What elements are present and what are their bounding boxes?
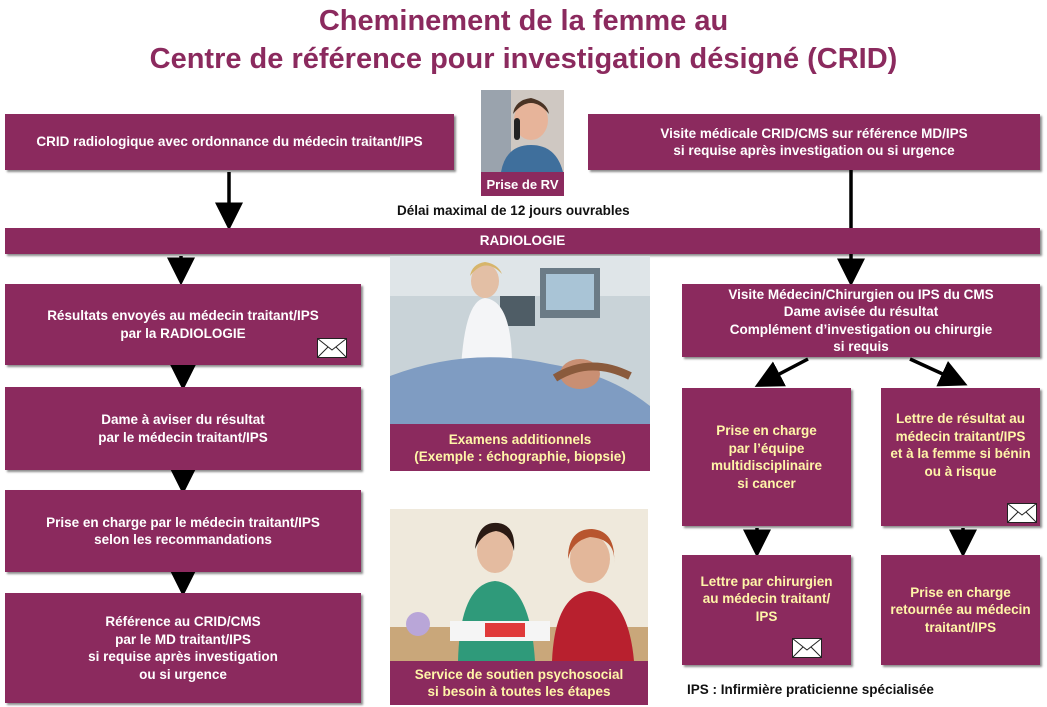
cms-visit-box [682,284,1040,357]
envelope-icon [792,638,822,658]
delay-note-text: Délai maximal de 12 jours ouvrables [397,203,630,218]
notify-woman-text: Dame à aviser du résultat par le médecin traitant/IPS [98,412,268,445]
care-by-physician-text: Prise en charge par le médecin traitant/IPS selon les recommandations [46,514,320,547]
surgeon-letter-text: Lettre par chirurgien au médecin traitant/ IPS [700,573,833,624]
support-caption-box [390,661,648,705]
appointment-caption-text: Prise de RV [486,176,559,192]
ultrasound-exam-image [390,256,650,424]
phone-woman-image [481,90,564,172]
envelope-icon [317,338,347,358]
cms-visit-text: Visite Médecin/Chirurgien ou IPS du CMS Dame avisée du résultat Complément d’investigation ou chirurgie si requis [728,286,994,354]
benign-letter-text: Lettre de résultat au médecin traitant/IPS et à la femme si bénin ou à risque [890,411,1031,479]
care-returned-box [881,555,1040,665]
ips-footnote-text: IPS : Infirmière praticienne spécialisée [687,682,934,697]
delay-note [397,203,630,218]
results-sent-text: Résultats envoyés au médecin traitant/IPS par la RADIOLOGIE [47,308,319,341]
referral-box [5,593,361,703]
psychosocial-support-image [390,509,648,661]
radiologie-bar [5,228,1040,254]
results-sent-box [5,284,361,365]
title-line-1: Cheminement de la femme au [318,5,729,37]
crid-radiology-text: CRID radiologique avec ordonnance du médecin traitant/IPS [36,134,423,150]
arrow-cms-to-benign [910,359,958,381]
ultrasound-photo [390,256,650,424]
medical-visit-text: Visite médicale CRID/CMS sur référence MD/IPS si requise après investigation ou si urgence [660,125,968,158]
radiologie-label: RADIOLOGIE [479,233,566,249]
appointment-caption-box [481,172,564,196]
cancer-care-box [682,388,851,526]
arrow-cms-to-cancer [764,359,808,382]
envelope-icon [1007,503,1037,523]
medical-visit-box [588,114,1040,170]
notify-woman-box [5,387,361,470]
support-caption-text: Service de soutien psychosocial si besoin à toutes les étapes [414,667,624,699]
exams-caption-box [390,424,650,471]
cancer-care-text: Prise en charge par l’équipe multidisciplinaire si cancer [710,423,823,491]
care-returned-text: Prise en charge retournée au médecin traitant/IPS [890,584,1031,635]
exams-caption-text: Examens additionnels (Exemple : échographie, biopsie) [414,431,626,464]
appointment-photo [481,90,564,172]
referral-text: Référence au CRID/CMS par le MD traitant/IPS si requise après investigation ou si urgence [88,614,278,682]
crid-radiology-box [5,114,454,170]
care-by-physician-box [5,490,361,572]
ips-footnote [687,682,934,697]
surgeon-letter-box [682,555,851,665]
support-photo [390,509,648,661]
title-line-2: Centre de référence pour investigation désigné (CRID) [149,43,898,75]
